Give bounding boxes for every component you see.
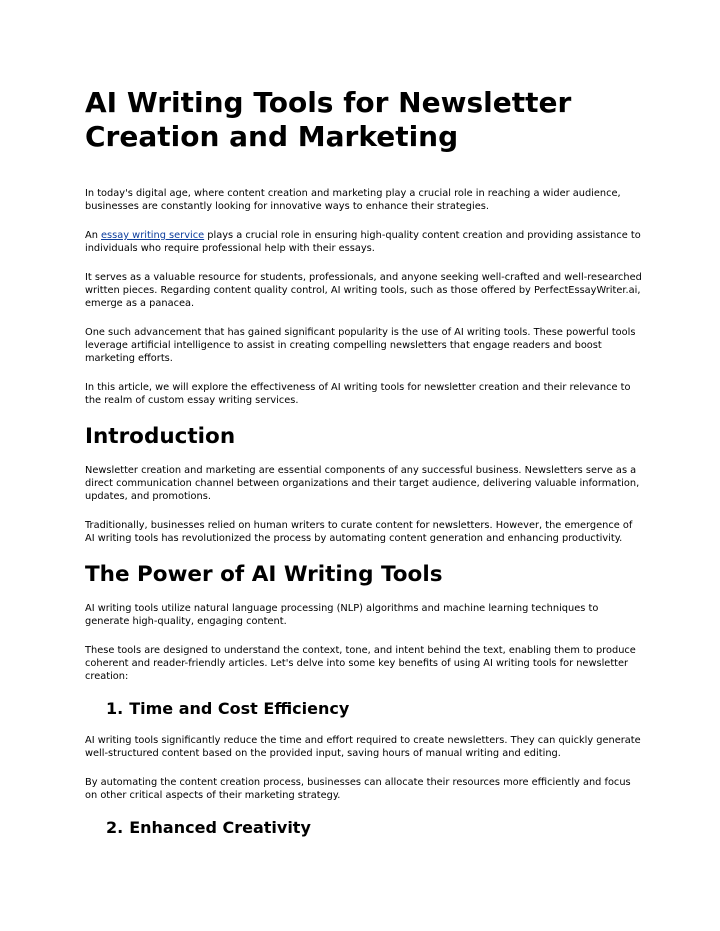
introduction-paragraph-1: Newsletter creation and marketing are essential components of any successful business. Newsletters serve as a direct communication channel between organizations and their target audience, delivering valuable information, updates, and promotions. [85, 465, 640, 502]
intro-paragraph-2-prefix: An [85, 230, 102, 241]
intro-paragraph-1: In today's digital age, where content creation and marketing play a crucial role in reaching a wider audience, businesses are constantly looking for innovative ways to enhance their strategies. [85, 188, 621, 212]
benefit-2-title: Enhanced Creativity [129, 818, 311, 837]
power-paragraph-1: AI writing tools utilize natural language processing (NLP) algorithms and machine learning techniques to generate high-quality, engaging content. [85, 603, 599, 627]
article-body [85, 86, 645, 838]
intro-paragraph-5: In this article, we will explore the effectiveness of AI writing tools for newsletter creation and their relevance to the realm of custom essay writing services. [85, 382, 631, 406]
intro-paragraph-3: It serves as a valuable resource for students, professionals, and anyone seeking well-crafted and well-researched written pieces. Regarding content quality control, AI writing tools, such as those offered by PerfectEssayWriter.ai, emerge as a panacea. [85, 272, 642, 309]
intro-paragraph-2-suffix: plays a crucial role in ensuring high-quality content creation and providing assistance to individuals who require professional help with their essays. [85, 230, 641, 254]
benefit-2-number: 2. [106, 818, 124, 837]
benefit-1-paragraph-2: By automating the content creation process, businesses can allocate their resources more efficiently and focus on other critical aspects of their marketing strategy. [85, 777, 631, 801]
essay-writing-service-link[interactable]: essay writing service [101, 230, 205, 241]
benefit-1-title: Time and Cost Efficiency [129, 699, 350, 718]
intro-paragraph-2 [85, 229, 645, 255]
benefit-1-heading [85, 699, 645, 719]
power-paragraph-2: These tools are designed to understand the context, tone, and intent behind the text, enabling them to produce coherent and reader-friendly articles. Let's delve into some key benefits of using AI writing tools for newsletter creation: [85, 645, 636, 682]
benefit-2-heading [85, 818, 645, 838]
page-title: AI Writing Tools for Newsletter Creation and Marketing [85, 86, 572, 153]
power-heading: The Power of AI Writing Tools [85, 562, 443, 587]
introduction-heading: Introduction [85, 424, 236, 449]
benefit-1-number: 1. [106, 699, 124, 718]
introduction-paragraph-2: Traditionally, businesses relied on human writers to curate content for newsletters. However, the emergence of AI writing tools has revolutionized the process by automating content generation and enhancing productivity. [85, 520, 633, 544]
intro-paragraph-4: One such advancement that has gained significant popularity is the use of AI writing tools. These powerful tools leverage artificial intelligence to assist in creating compelling newsletters that engage readers and boost marketing efforts. [85, 327, 636, 364]
benefit-1-paragraph-1: AI writing tools significantly reduce the time and effort required to create newsletters. They can quickly generate well-structured content based on the provided input, saving hours of manual writing and editing. [85, 735, 641, 759]
